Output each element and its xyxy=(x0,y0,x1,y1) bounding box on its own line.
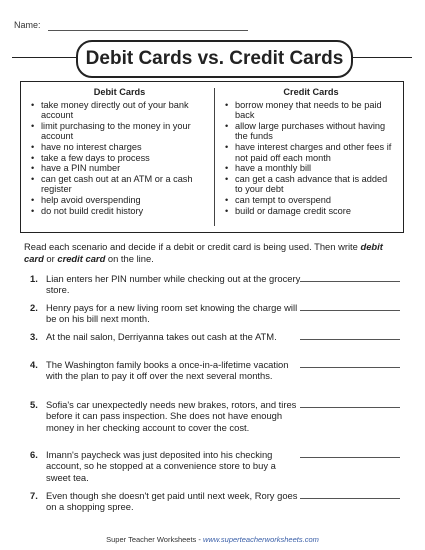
question-number: 2. xyxy=(30,302,38,313)
question-text: Sofia's car unexpectedly needs new brakes, rotors, and tires before it can pass inspection. She does not have enough money in her checking account to cover the cost. xyxy=(46,399,297,433)
debit-item: • can get cash out at an ATM or a cash register xyxy=(31,174,216,195)
name-line[interactable] xyxy=(48,30,248,31)
debit-item: • do not build credit history xyxy=(31,206,216,217)
instructions-text: or xyxy=(43,252,58,264)
name-label: Name: xyxy=(14,20,41,30)
question-number: 7. xyxy=(30,490,38,501)
debit-column xyxy=(31,87,216,216)
credit-item: • have interest charges and other fees if not paid off each month xyxy=(225,142,397,163)
debit-item: • have no interest charges xyxy=(31,142,216,153)
debit-item: • have a PIN number xyxy=(31,163,216,174)
question-text: Imann's paycheck was just deposited into his checking account, so he stopped at a convenience store to buy a sweet tea. xyxy=(46,449,276,483)
page-title: Debit Cards vs. Credit Cards xyxy=(76,40,353,78)
footer-label: Super Teacher Worksheets - xyxy=(106,535,203,544)
question-number: 4. xyxy=(30,359,38,370)
debit-list xyxy=(31,100,216,217)
credit-list xyxy=(225,100,397,217)
credit-item: • have a monthly bill xyxy=(225,163,397,174)
answer-line[interactable] xyxy=(300,407,400,408)
answer-line[interactable] xyxy=(300,457,400,458)
question-text: Even though she doesn't get paid until next week, Rory goes on a shopping spree. xyxy=(46,490,298,513)
credit-heading: Credit Cards xyxy=(283,87,339,97)
answer-line[interactable] xyxy=(300,498,400,499)
credit-item: • build or damage credit score xyxy=(225,206,397,217)
credit-item: • can tempt to overspend xyxy=(225,195,397,206)
credit-item: • can get a cash advance that is added to your debt xyxy=(225,174,397,195)
instructions-text: Read each scenario and decide if a debit or credit card is being used. Then write xyxy=(24,241,361,252)
credit-item: • borrow money that needs to be paid back xyxy=(225,100,397,121)
footer-link[interactable]: www.superteacherworksheets.com xyxy=(202,535,319,544)
debit-item: • limit purchasing to the money in your account xyxy=(31,121,216,142)
column-divider xyxy=(214,88,215,226)
comparison-box xyxy=(20,81,404,233)
debit-item: • help avoid overspending xyxy=(31,195,216,206)
instructions-text: on the line. xyxy=(105,252,154,264)
instructions-emphasis: credit card xyxy=(57,252,106,264)
question-text: Lian enters her PIN number while checking out at the grocery store. xyxy=(46,273,301,296)
debit-item: • take money directly out of your bank account xyxy=(31,100,216,121)
question-text: At the nail salon, Derriyanna takes out cash at the ATM. xyxy=(46,331,277,342)
answer-line[interactable] xyxy=(300,310,400,311)
footer xyxy=(0,535,425,544)
credit-column xyxy=(225,87,397,216)
instructions xyxy=(24,241,404,264)
debit-item: • take a few days to process xyxy=(31,153,216,164)
instructions-emphasis: debit card xyxy=(24,241,383,264)
question-text: Henry pays for a new living room set knowing the charge will be on his bill next month. xyxy=(46,302,298,325)
question-text: The Washington family books a once-in-a-lifetime vacation with the plan to pay it off over the next several months. xyxy=(46,359,289,382)
question-number: 3. xyxy=(30,331,38,342)
question-number: 1. xyxy=(30,273,38,284)
debit-heading: Debit Cards xyxy=(93,87,146,97)
answer-line[interactable] xyxy=(300,339,400,340)
question-number: 5. xyxy=(30,399,38,410)
question-number: 6. xyxy=(30,449,38,460)
answer-line[interactable] xyxy=(300,367,400,368)
credit-item: • allow large purchases without having the funds xyxy=(225,121,397,142)
answer-line[interactable] xyxy=(300,281,400,282)
